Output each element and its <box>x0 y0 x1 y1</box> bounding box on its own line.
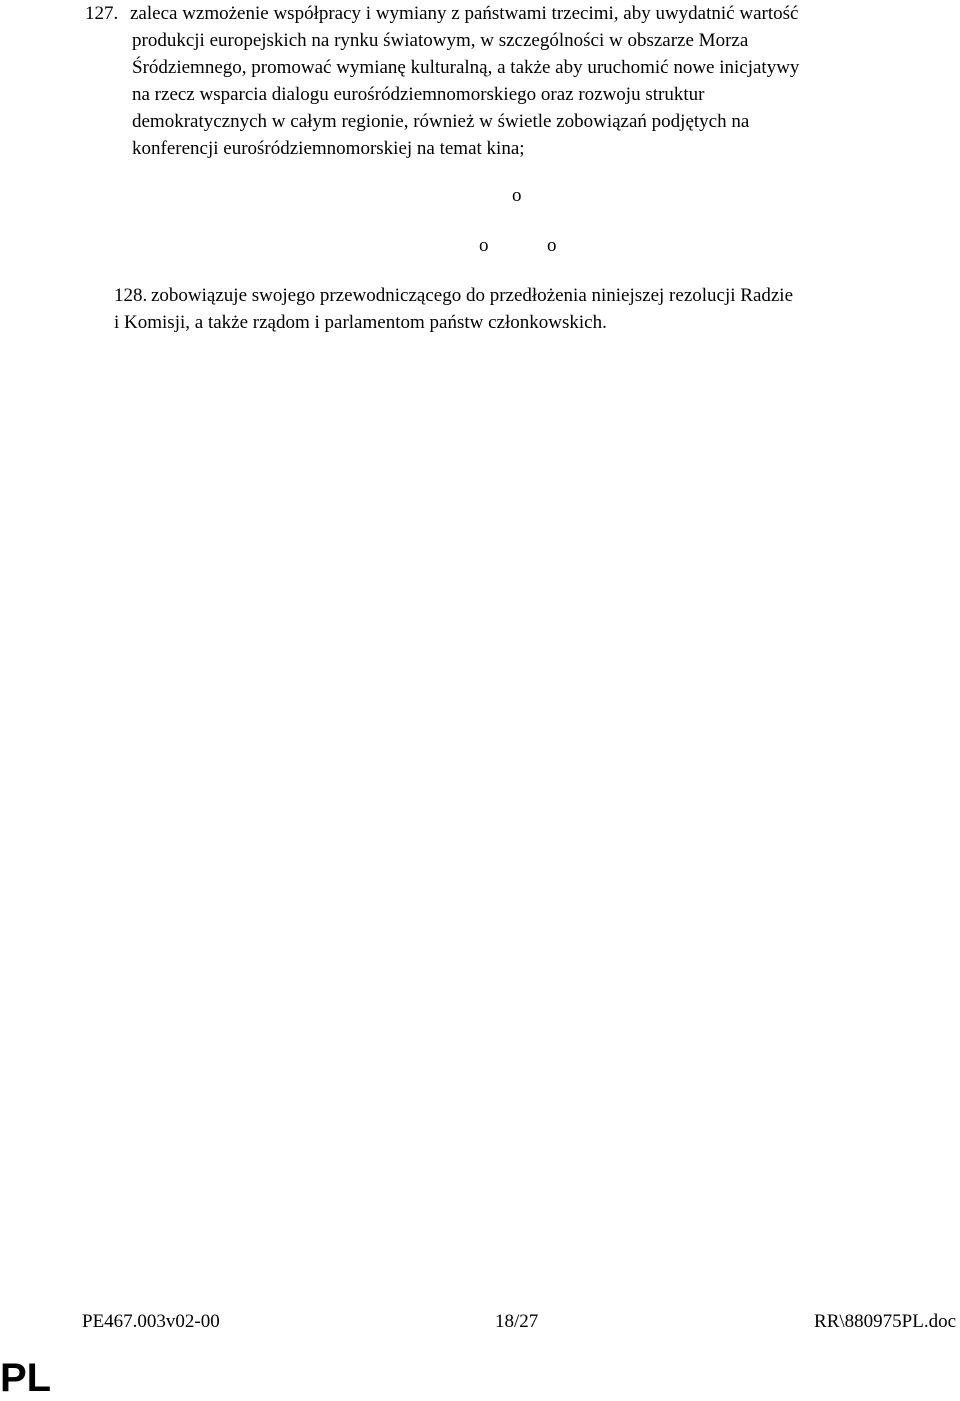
paragraph-128 <box>114 282 944 336</box>
separator-mark: o <box>512 185 522 206</box>
language-mark: PL <box>0 1356 52 1400</box>
paragraph-number: 127. <box>85 3 119 24</box>
separator-mark: o <box>547 235 557 256</box>
paragraph-line: i Komisji, a także rządom i parlamentom państw członkowskich. <box>114 312 607 333</box>
page-number: 18/27 <box>495 1311 539 1332</box>
paragraph-line: zaleca wzmożenie współpracy i wymiany z państwami trzecimi, aby uwydatnić wartość <box>130 3 799 24</box>
paragraph-line: konferencji eurośródziemnomorskiej na temat kina; <box>132 138 525 159</box>
paragraph-line: na rzecz wsparcia dialogu eurośródziemnomorskiego oraz rozwoju struktur <box>132 84 705 105</box>
paragraph-line: demokratycznych w całym regionie, również w świetle zobowiązań podjętych na <box>132 111 750 132</box>
document-filename: RR\880975PL.doc <box>814 1311 956 1332</box>
paragraph-body <box>132 0 955 162</box>
paragraph-line: Śródziemnego, promować wymianę kulturalną, a także aby uruchomić nowe inicjatywy <box>132 57 800 78</box>
separator-mark: o <box>479 235 489 256</box>
paragraph-number: 128. <box>114 285 148 306</box>
paragraph-line: produkcji europejskich na rynku światowym, w szczególności w obszarze Morza <box>132 30 749 51</box>
paragraph-127 <box>85 0 955 162</box>
document-reference: PE467.003v02-00 <box>82 1311 220 1332</box>
paragraph-line: zobowiązuje swojego przewodniczącego do przedłożenia niniejszej rezolucji Radzie <box>151 285 794 306</box>
